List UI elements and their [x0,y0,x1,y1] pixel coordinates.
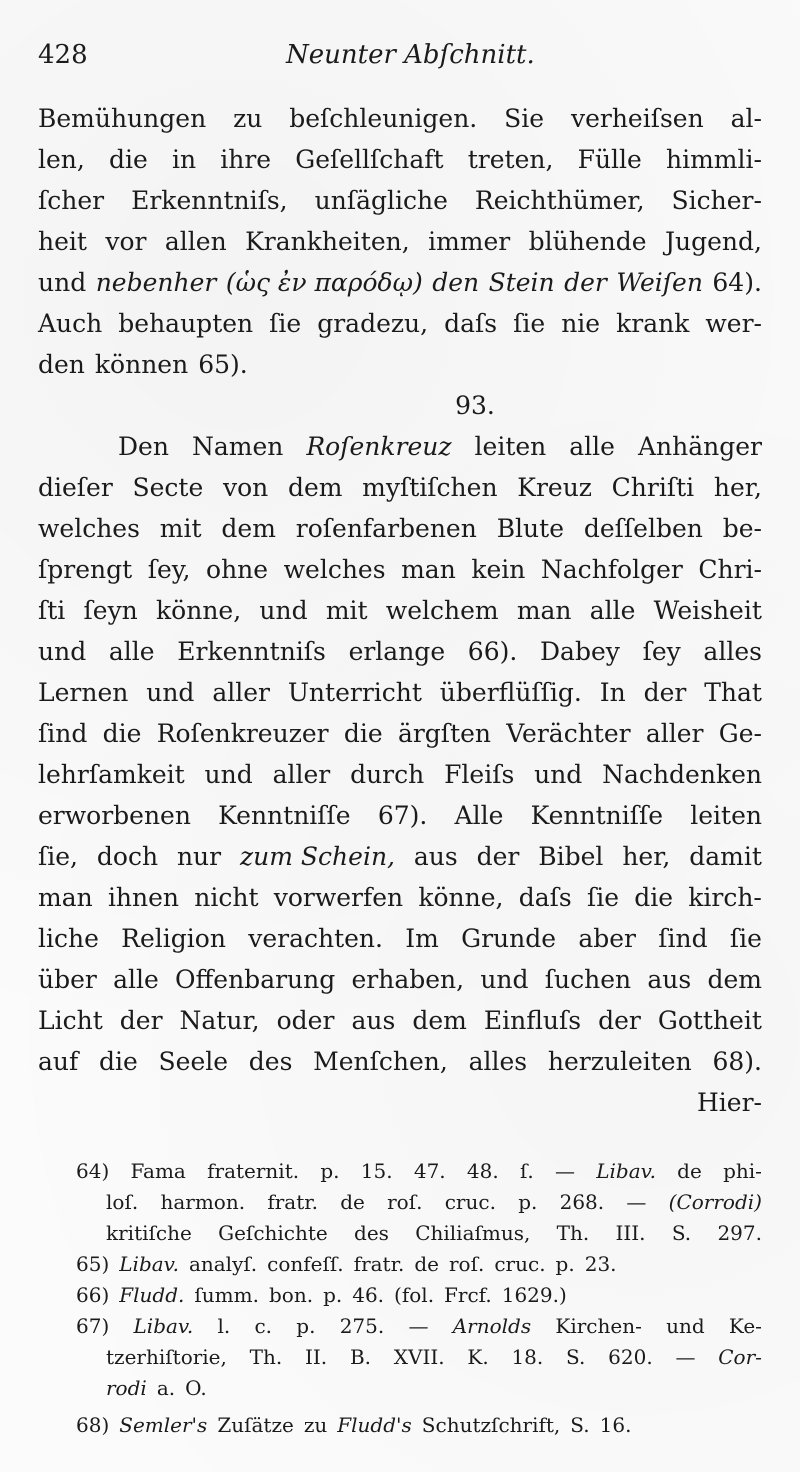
footnote-reference: 64). [712,268,762,297]
word: man [516,596,572,625]
word: aller [645,719,704,748]
word: über [38,965,97,994]
word: Menſchen, [313,1047,448,1076]
text-line [38,918,762,959]
word: und [204,760,253,789]
word: den [432,268,480,297]
word: cruc. [494,1252,546,1276]
word: alles [468,1047,528,1076]
word: treten, [467,145,554,174]
word: man [401,555,456,584]
word: Stein [488,268,555,297]
word: die [102,719,142,748]
word: Blute [496,514,564,543]
word: 48. [466,1159,499,1183]
word: — [408,1314,429,1338]
footnote-line [76,1342,762,1373]
word: her, [622,842,671,871]
word: Chiliaſmus, [415,1221,531,1245]
word: die [109,145,148,174]
footnote-reference: 67). [377,801,428,830]
word: 297. [717,1221,762,1245]
word: der [643,678,687,707]
word: ihre [220,145,272,174]
word: (Corrodi) [668,1190,762,1214]
word: nur [176,842,222,871]
word: loſ. [106,1190,139,1214]
word: beſchleunigen. [289,104,478,133]
word: und [38,637,87,666]
word: aller [272,760,331,789]
word: aber [578,924,636,953]
word: der [598,1006,641,1035]
word: In [599,678,626,707]
text-line [38,1041,762,1082]
word: Ke- [728,1314,762,1338]
section-title: Neunter Abſchnitt. [286,40,535,70]
word: S. [570,1413,590,1437]
word: analyſ. [188,1252,258,1276]
paragraph-number-text: 93. [455,391,495,420]
word: 46. [352,1283,385,1307]
word: nicht [194,883,259,912]
word: man [38,883,93,912]
word: vorwerfen [273,883,404,912]
word: de [414,1252,439,1276]
word: damit [689,842,762,871]
word: blühende [528,227,647,256]
word: Namen [191,432,284,461]
word: Krankheiten, [245,227,410,256]
word: heit [38,227,87,256]
word: ſind [38,719,88,748]
word: phi- [723,1159,762,1183]
word: ihnen [107,883,180,912]
word: durch [350,760,425,789]
word: p. [323,1283,343,1307]
word: erlange [348,637,446,666]
footnote-reference: 66). [467,637,518,666]
word: — [675,1345,696,1369]
word: kirch- [688,883,762,912]
word: ſey, [147,555,191,584]
footnote-reference: 68). [712,1047,762,1076]
text-line [38,1000,762,1041]
word: 16. [599,1413,632,1437]
word: — [626,1190,647,1214]
word: der [476,842,520,871]
word: die [634,883,674,912]
text-line [38,139,762,180]
word: rodi [106,1376,147,1400]
word: ſumm. [194,1283,259,1307]
word: Alle [454,801,504,830]
word: Cor- [718,1345,762,1369]
word: roſenfarbenen [295,514,477,543]
word: Bemühungen [38,104,207,133]
word: welchem [385,596,499,625]
text-line [38,795,762,836]
word: Kenntniſſe [218,801,351,830]
word: Lernen [38,678,129,707]
word: Weiſen [616,268,703,297]
word: und [480,965,529,994]
word: deſſelben [583,514,703,543]
text-line [38,98,762,139]
word: herzuleiten [547,1047,692,1076]
word: Offenbarung [175,965,336,994]
word: Geſellſchaft [295,145,444,174]
word: Jugend, [664,227,762,256]
word: fraternit. [207,1159,300,1183]
word: ärgſten [397,719,492,748]
word: von [222,473,269,502]
word: ſie [586,883,619,912]
word: Im [405,924,439,953]
word: fratr. [267,1190,318,1214]
word: immer [428,227,511,256]
word: zum Schein, [240,842,395,871]
word: p. [555,1252,575,1276]
word: des [248,1047,293,1076]
word: Libav. [119,1252,179,1276]
text-line [38,426,762,467]
word: Libav. [133,1314,194,1338]
word: III. [615,1221,646,1245]
word: dem [412,1006,467,1035]
word: II. [305,1345,328,1369]
word: Fleiſs [444,760,515,789]
word: ſie [269,309,302,338]
word: unſägliche [314,186,448,215]
text-line [38,303,762,344]
word: confeſſ. [267,1252,344,1276]
word: a. [156,1376,176,1400]
text-line [38,221,762,262]
footnote-line [76,1187,762,1218]
footnote-line [76,1280,762,1311]
word: Semler's [119,1413,208,1437]
word: Roſenkreuz [306,432,452,461]
word: Gottheit [657,1006,762,1035]
word: Kreuz [517,473,592,502]
footnote-line [76,1373,762,1404]
word: Frcf. [444,1283,492,1307]
word: könne, [156,596,242,625]
word: Nachfolger [540,555,683,584]
word: auf [38,1047,79,1076]
word: oder [276,1006,335,1035]
body-text [38,98,762,1123]
word: ſeyn [83,596,138,625]
word: daſs [518,883,572,912]
greek-phrase: (ὡς ἐν παρόδῳ) [225,268,423,297]
text-line [38,344,762,385]
word: und [146,678,195,707]
word: Fülle [577,145,642,174]
word: welches [38,514,140,543]
word: ſie [513,309,546,338]
word: Erkenntniſs [177,637,326,666]
word: 620. [608,1345,653,1369]
word: den [38,350,85,379]
word: XVII. [393,1345,445,1369]
text-line [38,959,762,1000]
running-head [38,40,758,76]
word: Erkenntniſs, [131,186,288,215]
word: verheiſsen [570,104,704,133]
word: bon. [268,1283,314,1307]
word: That [704,678,762,707]
word: be- [722,514,762,543]
word: aus [413,842,458,871]
word: verachten. [248,924,383,953]
word: ſey [642,637,681,666]
word: zu [233,104,263,133]
word: roſ. [387,1190,423,1214]
word: roſ. [448,1252,485,1276]
word: Seele [158,1047,229,1076]
word: aus [351,1006,396,1035]
word: Grunde [461,924,557,953]
word: Th. [249,1345,283,1369]
word: dieſer [38,473,113,502]
word: 268. [559,1190,605,1214]
word: S. [671,1221,692,1245]
word: daſs [444,309,498,338]
word: B. [349,1345,371,1369]
footnote-marker: 66) [76,1283,110,1307]
word: ſuchen [544,965,632,994]
word: welches [283,555,386,584]
word: 15. [360,1159,393,1183]
word: die [343,719,383,748]
word: Auch [38,309,103,338]
text-line [38,549,762,590]
footnote-reference: 65). [198,350,248,379]
footnote-line [76,1218,762,1249]
word: Unterricht [287,678,422,707]
word: kein [471,555,526,584]
word: ſti [38,596,66,625]
text-line [38,590,762,631]
word: (fol. [394,1283,435,1307]
footnote-line [76,1311,762,1342]
word: des [354,1221,389,1245]
word: Schutzſchrift, [421,1413,561,1437]
word: ohne [206,555,269,584]
word: leiten [474,432,547,461]
word: Th. [556,1221,590,1245]
word: Bibel [538,842,604,871]
page-number: 428 [38,40,88,70]
word: aus [647,965,692,994]
word: p. [296,1314,316,1338]
word: und [666,1314,705,1338]
word: Kirchen- [555,1314,642,1338]
word: ſie, [38,842,78,871]
word: dem [221,514,276,543]
word: len, [38,145,85,174]
word: Chriſti [611,473,695,502]
word: liche [38,924,99,953]
word: die [99,1047,138,1076]
word: 23. [584,1252,617,1276]
footnote-marker: 68) [76,1413,110,1437]
word: ſie [729,924,762,953]
word: in [171,145,197,174]
word: könne, [418,883,504,912]
word: kritiſche [106,1221,192,1245]
word: Sie [504,104,545,133]
word: der [119,1006,163,1035]
word: und [259,596,308,625]
word: Religion [121,924,226,953]
word: vor [105,227,147,256]
text-line [38,631,762,672]
text-line [38,836,762,877]
word: können [94,350,189,379]
word: tzerhiſtorie, [106,1345,227,1369]
catchword: Hier- [697,1088,762,1117]
word: Verächter [506,719,631,748]
word: zu [303,1413,328,1437]
text-line [38,754,762,795]
word: p. [518,1190,538,1214]
text-line [38,508,762,549]
text-line [38,672,762,713]
word: ſcher [38,186,105,215]
word: al- [730,104,762,133]
word: lehrſamkeit [38,760,185,789]
word: 275. [339,1314,385,1338]
word: Anhänger [637,432,762,461]
word: und [38,268,87,297]
word: O. [185,1376,207,1400]
word: alle [589,596,636,625]
word: Kenntniſſe [530,801,664,830]
word: aller [212,678,270,707]
word: ſprengt [38,555,133,584]
word: Natur, [179,1006,260,1035]
footnote-line [76,1156,762,1187]
word: alles [703,637,762,666]
word: Dabey [540,637,620,666]
word: Ge- [718,719,762,748]
word: allen [164,227,227,256]
word: ſ. [519,1159,534,1183]
word: doch [96,842,159,871]
footnotes [76,1156,762,1441]
word: der [564,268,607,297]
word: Chri- [698,555,762,584]
text-line [38,180,762,221]
word: Roſenkreuzer [156,719,329,748]
word: fratr. [353,1252,405,1276]
word: S. [566,1345,586,1369]
word: myſtiſchen [362,473,498,502]
word: Weisheit [653,596,762,625]
word: erhaben, [351,965,465,994]
text-line [38,467,762,508]
word: ſind [658,924,708,953]
word: erworbenen [38,801,191,830]
word: Geſchichte [218,1221,328,1245]
word: nebenher [95,268,217,297]
word: alle [108,637,155,666]
word: de [677,1159,702,1183]
word: Secte [132,473,204,502]
word: 47. [413,1159,446,1183]
footnote-marker: 65) [76,1252,110,1276]
word: p. [320,1159,340,1183]
text-line [38,877,762,918]
word: behaupten [118,309,254,338]
word: cruc. [444,1190,496,1214]
text-line [38,713,762,754]
word: 18. [511,1345,544,1369]
word: Reichthümer, [474,186,645,215]
word: Nachdenken [602,760,762,789]
word: überflüſſig. [439,678,582,707]
word: himmli- [665,145,762,174]
word: Einfluſs [483,1006,582,1035]
word: alle [569,432,615,461]
text-line [38,262,762,303]
word: gradezu, [317,309,429,338]
word: Licht [38,1006,103,1035]
word: Libav. [596,1159,656,1183]
word: c. [254,1314,273,1338]
word: Fama [130,1159,186,1183]
footnote-line [76,1249,762,1280]
word: K. [467,1345,489,1369]
word: Fludd. [119,1283,185,1307]
paragraph-number [38,385,762,426]
word: 1629.) [501,1283,567,1307]
footnote-marker: 67) [76,1314,110,1338]
word: mit [325,596,368,625]
word: Fludd's [337,1413,412,1437]
word: l. [217,1314,231,1338]
catchword-line [38,1082,762,1123]
word: Arnolds [452,1314,532,1338]
word: nie [561,309,601,338]
word: und [534,760,583,789]
word: mit [159,514,202,543]
word: leiten [690,801,762,830]
word: Sicher- [671,186,762,215]
word: dem [707,965,762,994]
word: her, [713,473,762,502]
word: Zuſätze [217,1413,294,1437]
word: de [340,1190,365,1214]
word: alle [113,965,159,994]
word: dem [287,473,343,502]
word: harmon. [160,1190,246,1214]
word: Den [118,432,169,461]
word: wer- [705,309,762,338]
word: krank [616,309,690,338]
footnote-line [76,1410,762,1441]
word: — [554,1159,575,1183]
footnote-marker: 64) [76,1159,110,1183]
